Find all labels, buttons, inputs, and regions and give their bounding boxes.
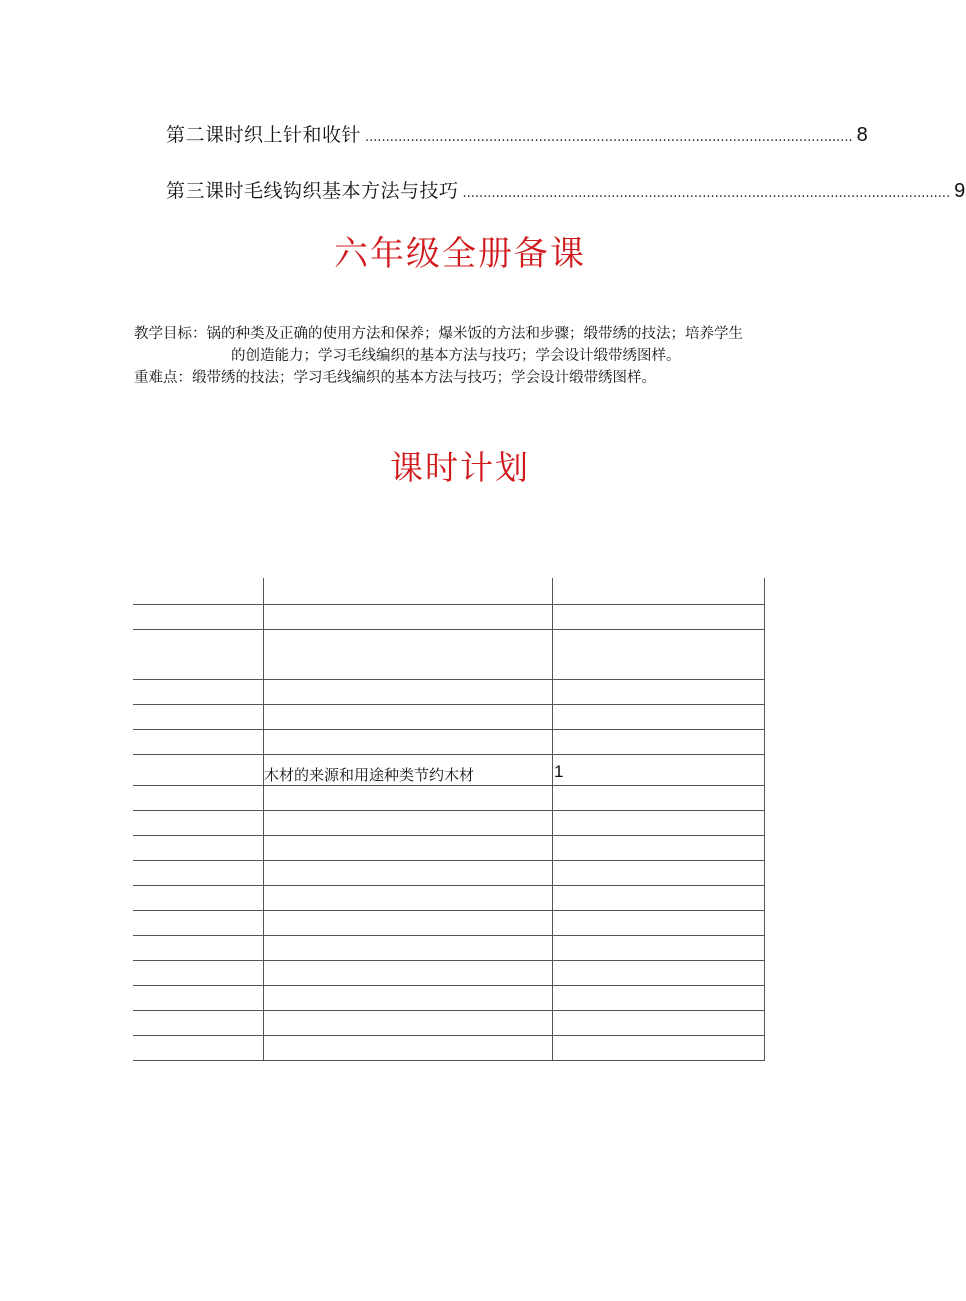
toc-entry-title: 第二课时织上针和收针: [166, 124, 362, 146]
toc-entry-lesson-2[interactable]: [166, 120, 869, 148]
table-cell: [133, 985, 264, 1010]
table-cell: [264, 885, 553, 910]
main-title: 六年级全册备课: [334, 234, 586, 274]
table-cell: [553, 860, 765, 885]
table-cell: [553, 985, 765, 1010]
table-cell: [553, 1010, 765, 1035]
table-cell: [133, 679, 264, 704]
table-cell: [264, 785, 553, 810]
teaching-goals: [134, 323, 854, 389]
table-row: [133, 754, 765, 785]
table-cell: [553, 885, 765, 910]
table-cell: [264, 729, 553, 754]
toc-leader-dots: ......................................................................................................................: [365, 130, 853, 145]
table-row: [133, 885, 765, 910]
objective-line-2: 的创造能力；学习毛线编织的基本方法与技巧；学会设计缎带绣图样。: [231, 348, 681, 364]
table-cell: [133, 729, 264, 754]
table-row: [133, 835, 765, 860]
table-cell: [133, 604, 264, 629]
table-row: [133, 1035, 765, 1060]
table-cell: [264, 1035, 553, 1060]
table-row: [133, 1010, 765, 1035]
table-cell: [133, 754, 264, 785]
table-cell: [264, 835, 553, 860]
table-cell: [133, 860, 264, 885]
toc-leader-dots: ......................................................................................................................: [462, 186, 951, 201]
table-row: [133, 935, 765, 960]
table-cell: [553, 960, 765, 985]
table-cell: [133, 960, 264, 985]
table-cell: [264, 860, 553, 885]
table-cell: [264, 629, 553, 679]
toc-page-number: 9: [954, 180, 966, 202]
table-cell: [553, 785, 765, 810]
table-row: [133, 785, 765, 810]
table-cell: [264, 679, 553, 704]
key-points: 重难点：缎带绣的技法；学习毛线编织的基本方法与技巧；学会设计缎带绣图样。: [134, 370, 656, 386]
objective-line-1: 教学目标：锅的种类及正确的使用方法和保养；爆米饭的方法和步骤；缎带绣的技法；培养学生: [134, 326, 743, 342]
table-cell: [553, 629, 765, 679]
table-row: [133, 910, 765, 935]
table-row: [133, 985, 765, 1010]
table-cell: [553, 604, 765, 629]
toc-page-number: 8: [856, 124, 869, 146]
table-cell: [553, 729, 765, 754]
table-row: [133, 729, 765, 754]
toc-entry-lesson-3[interactable]: [166, 176, 966, 204]
table-row: [133, 604, 765, 629]
table-row: [133, 578, 765, 604]
table-row: [133, 810, 765, 835]
table-cell: [264, 985, 553, 1010]
table-cell: [553, 704, 765, 729]
table-cell: [264, 578, 553, 604]
table-row: [133, 960, 765, 985]
table-cell: [264, 960, 553, 985]
lesson-plan-table: [133, 578, 764, 1061]
table-cell: 木材的来源和用途种类节约木材: [264, 754, 553, 785]
table-cell: [133, 1035, 264, 1060]
table-cell: [133, 1010, 264, 1035]
table-row: [133, 629, 765, 679]
table-cell: [133, 578, 264, 604]
toc-entry-title: 第三课时毛线钩织基本方法与技巧: [166, 180, 459, 202]
table-row: [133, 679, 765, 704]
table-cell: [133, 910, 264, 935]
table-cell: [553, 810, 765, 835]
table-cell: [553, 835, 765, 860]
table-cell: [133, 885, 264, 910]
table-cell: [264, 935, 553, 960]
table-cell: [264, 810, 553, 835]
table-row: [133, 860, 765, 885]
table-cell: [133, 835, 264, 860]
table-cell: [133, 704, 264, 729]
plan-title: 课时计划: [390, 448, 530, 487]
table-cell: [264, 704, 553, 729]
table-cell: [133, 785, 264, 810]
table-cell: [553, 935, 765, 960]
table-cell: [553, 910, 765, 935]
table-cell: [133, 935, 264, 960]
table-cell: [264, 604, 553, 629]
table-cell: [264, 1010, 553, 1035]
table-cell: [553, 1035, 765, 1060]
table-cell: [553, 679, 765, 704]
table-row: [133, 704, 765, 729]
table-cell: [133, 629, 264, 679]
table-cell: [553, 578, 765, 604]
table-cell: [264, 910, 553, 935]
table-cell: [133, 810, 264, 835]
table-cell: 1: [553, 754, 765, 785]
